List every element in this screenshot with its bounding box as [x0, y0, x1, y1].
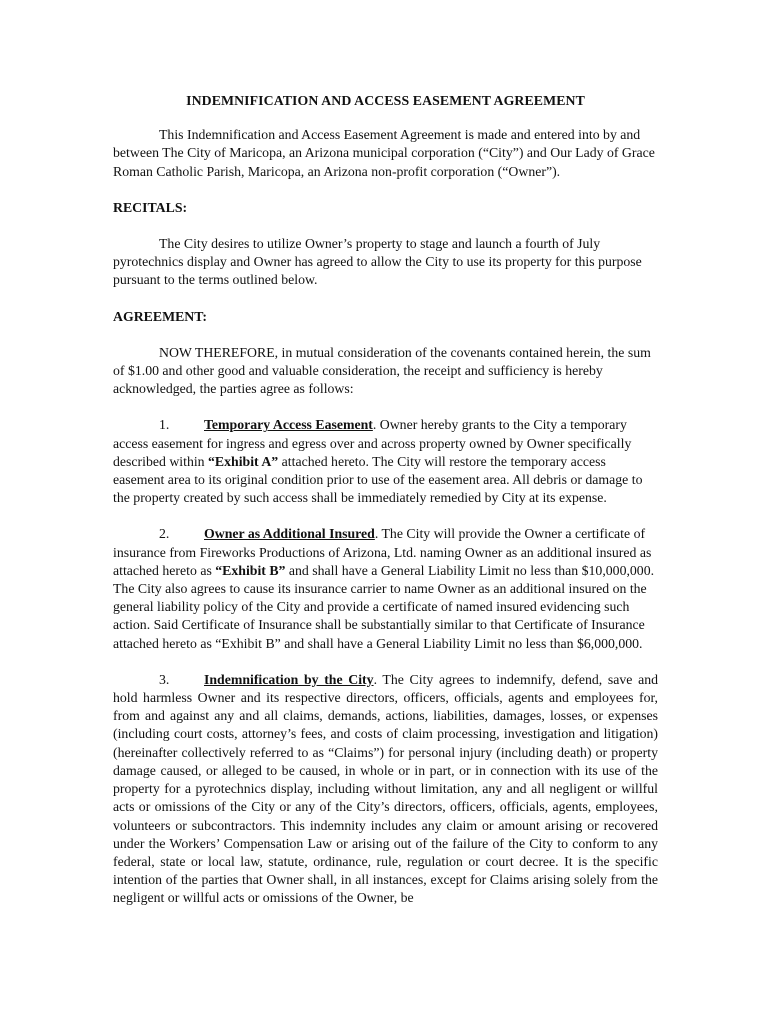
section-text: . Owner hereby grants to the City a temporary access easement for ingress and egress over and across property owned by Owner specifically described within [113, 417, 632, 469]
section-text: attached hereto. The City will restore the temporary access easement area to its original condition prior to use of the easement area. All debris or damage to the property created by such access shall be immediately remedied by City at its expense. [113, 453, 643, 506]
exhibit-reference: “Exhibit A” [208, 453, 279, 469]
section-number: 3. [159, 671, 170, 687]
section-indemnification-by-city [113, 671, 658, 908]
recitals-heading: RECITALS: [113, 199, 188, 215]
agreement-heading: AGREEMENT: [113, 308, 208, 324]
recitals-paragraph: The City desires to utilize Owner’s property to stage and launch a fourth of July pyrotechnics display and Owner has agreed to allow the City to use its property for this purpose pursuant to the terms outlined below. [113, 236, 642, 288]
section-caption: Owner as Additional Insured [204, 526, 375, 542]
section-temporary-access-easement [113, 416, 658, 507]
section-owner-additional-insured [113, 525, 658, 652]
section-text: and shall have a General Liability Limit no less than $10,000,000. The City also agrees to cause its insurance carrier to name Owner as an additional insured on the general liability policy of the City and provide a certificate of named insured evidencing such action. Said Certificate of Insurance shall be substantially similar to that Certificate of Insurance attached hereto as “Exhibit B” and shall have a General Liability Limit no less than $6,000,000. [113, 562, 655, 651]
exhibit-reference: “Exhibit B” [215, 562, 286, 578]
section-caption: Indemnification by the City [204, 671, 374, 687]
section-number: 1. [159, 417, 170, 433]
document-title: INDEMNIFICATION AND ACCESS EASEMENT AGREEMENT [186, 93, 585, 108]
document-page [113, 92, 658, 926]
section-text: . The City agrees to indemnify, defend, save and hold harmless Owner and its respective directors, officers, officials, agents and employees for, from and against any and all claims, demands, actions, liabilities, damages, losses, or expenses (including court costs, attorney’s fees, and costs of claim processing, investigation and litigation) (hereinafter collectively referred to as “Claims”) for personal injury (including death) or property damage caused, or alleged to be caused, in whole or in part, or in connection with its use of the property for a pyrotechnics display, including without limitation, any and all negligent or willful acts or omissions of the City or any of the City’s directors, officers, officials, agents, employees, volunteers or subcontractors. This indemnity includes any claim or amount arising or recovered under the Workers’ Compensation Law or arising out of the failure of the City to conform to any federal, state or local law, statute, ordinance, rule, regulation or court decree. It is the specific intention of the parties that Owner shall, in all instances, except for Claims arising solely from the negligent or willful acts or omissions of the Owner, be [113, 671, 658, 906]
section-number: 2. [159, 526, 170, 542]
agreement-paragraph: NOW THEREFORE, in mutual consideration of the covenants contained herein, the sum of $1.00 and other good and valuable consideration, the receipt and sufficiency is hereby acknowledged, the parties agree as follows: [113, 344, 651, 397]
section-text: . The City will provide the Owner a certificate of insurance from Fireworks Productions of Arizona, Ltd. naming Owner as an additional insured as attached hereto as [113, 526, 652, 578]
intro-paragraph: This Indemnification and Access Easement Agreement is made and entered into by and between The City of Maricopa, an Arizona municipal corporation (“City”) and Our Lady of Grace Roman Catholic Parish, Maricopa, an Arizona non-profit corporation (“Owner”). [113, 127, 655, 179]
section-caption: Temporary Access Easement [204, 417, 373, 433]
